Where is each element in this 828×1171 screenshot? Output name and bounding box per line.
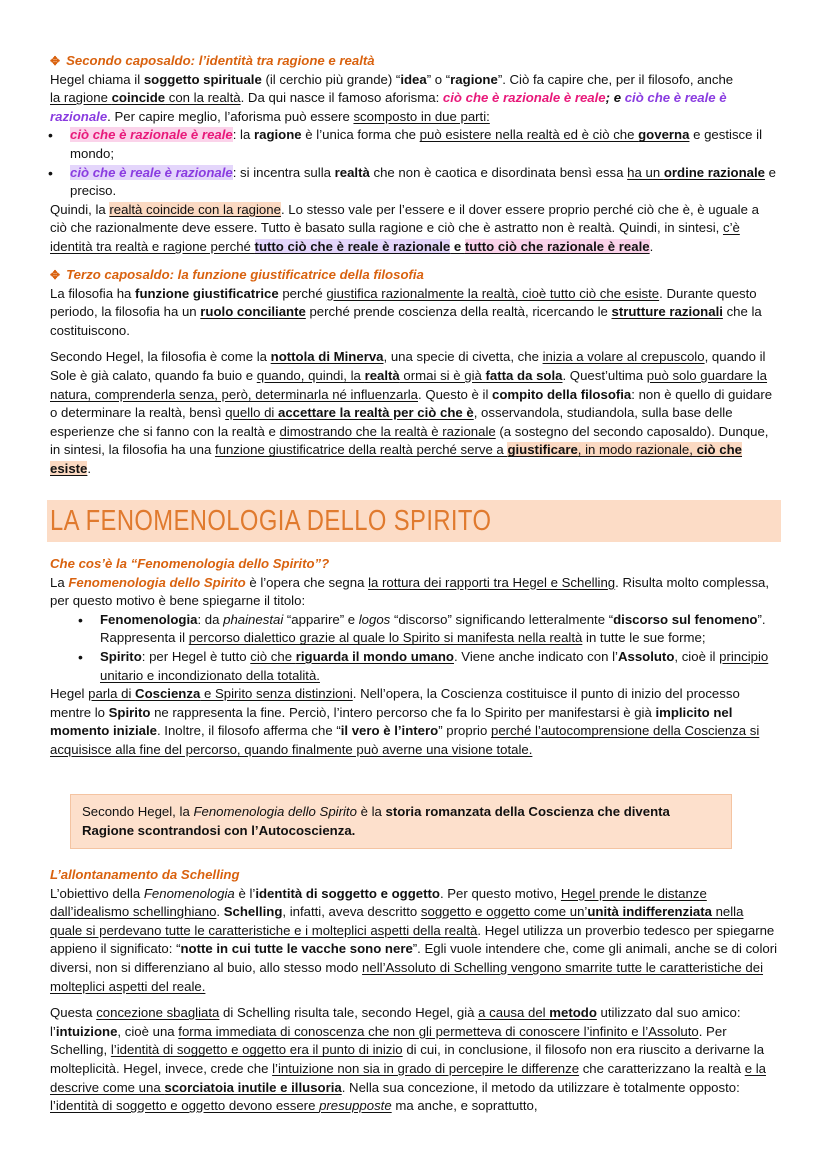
section-secondo-caposaldo [50,52,778,257]
section-heading: L’allontanamento da Schelling [50,867,240,882]
section-che-cose [50,555,778,760]
section-heading: ✥ Secondo caposaldo: l’identità tra ragione e realtà [50,53,375,68]
summary-callout-text: Secondo Hegel, la Fenomenologia dello Spirito è la storia romanzata della Coscienza che diventa Ragione scontrandosi con l’Autocoscienza. [82,804,670,838]
section-allontanamento [50,866,778,1116]
aphorism-list [50,126,778,200]
paragraph: Quindi, la realtà coincide con la ragione. Lo stesso vale per l’essere e il dover essere proprio perché ciò che è, è uguale a ciò che razionalmente deve essere. Tutto è basato sulla ragione e ciò che è astratto non è realtà. Quindi, in sintesi, c’è identità tra realtà e ragione perché tutto ciò che è reale è razionale e tutto ciò che razionale è reale. [50,201,759,254]
list-item: • Fenomenologia: da phainestai “apparire” e logos “discorso” significando letteralmente “discorso sul fenomeno”. Rappresenta il percorso dialettico grazie al quale lo Spirito si manifesta nella realtà in tutte le sue forme; [50,611,778,648]
paragraph: Hegel parla di Coscienza e Spirito senza distinzioni. Nell’opera, la Coscienza costituisce il punto di inizio del processo mentre lo Spirito ne rappresenta la fine. Perciò, l’intero percorso che fa lo Spirito per manifestarsi è già implicito nel momento iniziale. Inoltre, il filosofo afferma che “il vero è l’intero” proprio perché l’autocomprensione della Coscienza si acquisisce alla fine del percorso, quando finalmente può averne una visione totale. [50,686,760,757]
paragraph: Secondo Hegel, la filosofia è come la nottola di Minerva, una specie di civetta, che inizia a volare al crepuscolo, quando il Sole è già calato, quando fa buio e quando, quindi, la realtà ormai si è già fatta da sola. Quest’ultima può solo guardare la natura, comprenderla senza, però, determinarla né influenzarla. Questo è il compito della filosofia: non è quello di guidare o determinare la realtà, bensì quello di accettare la realtà per ciò che è, osservandola, studiandola, sulla base delle esperienze che si fanno con la realtà e dimostrando che la realtà è razionale (a sostegno del secondo caposaldo). Dunque, in sintesi, la filosofia ha una funzione giustificatrice della realtà perché serve a giustificare, in modo razionale, ciò che esiste. [50,349,773,476]
paragraph: Hegel chiama il soggetto spirituale (il cerchio più grande) “idea” o “ragione”. Ciò fa capire che, per il filosofo, anche la ragione coincide con la realtà. Da qui nasce il famoso aforisma: ciò che è razionale è reale; e ciò che è reale è razionale. Per capire meglio, l’aforisma può essere scomposto in due parti: [50,71,734,124]
title-explanation-list [50,611,778,685]
section-heading: Che cos’è la “Fenomenologia dello Spirito”? [50,556,330,571]
paragraph: La Fenomenologia dello Spirito è l’opera che segna la rottura dei rapporti tra Hegel e Schelling. Risulta molto complessa, per questo motivo è bene spiegarne il titolo: [50,574,770,609]
list-item: • ciò che è reale è razionale: si incentra sulla realtà che non è caotica e disordinata bensì essa ha un ordine razionale e preciso. [50,164,778,201]
paragraph: La filosofia ha funzione giustificatrice perché giustifica razionalmente la realtà, cioè tutto ciò che esiste. Durante questo periodo, la filosofia ha un ruolo conciliante perché prende coscienza della realtà, ricercando le strutture razionali che la costituiscono. [50,285,762,338]
four-point-star-icon: ✥ [50,268,61,282]
section-terzo-caposaldo [50,266,778,479]
list-item: • ciò che è razionale è reale: la ragione è l’unica forma che può esistere nella realtà ed è ciò che governa e gestisce il mondo; [50,126,778,163]
list-item: • Spirito: per Hegel è tutto ciò che riguarda il mondo umano. Viene anche indicato con l’Assoluto, cioè il principio unitario e incondizionato della totalità. [50,648,778,685]
four-point-star-icon: ✥ [50,54,61,68]
section-heading: ✥ Terzo caposaldo: la funzione giustificatrice della filosofia [50,267,424,282]
chapter-title: LA FENOMENOLOGIA DELLO SPIRITO [50,505,492,537]
paragraph: Questa concezione sbagliata di Schelling risulta tale, secondo Hegel, già a causa del metodo utilizzato dal suo amico: l’intuizione, cioè una forma immediata di conoscenza che non gli permetteva di conoscere l’infinito e l’Assoluto. Per Schelling, l’identità di soggetto e oggetto era il punto di inizio di cui, in conclusione, il filosofo non era riuscito a derivarne la molteplicità. Hegel, invece, crede che l’intuizione non sia in grado di percepire le differenze che caratterizzano la realtà e la descrive come una scorciatoia inutile e illusoria. Nella sua concezione, il metodo da utilizzare è totalmente opposto: l’identità di soggetto e oggetto devono essere presupposte ma anche, e soprattutto, [50,1005,766,1114]
paragraph: L’obiettivo della Fenomenologia è l’identità di soggetto e oggetto. Per questo motivo, Hegel prende le distanze dall’idealismo schellinghiano. Schelling, infatti, aveva descritto soggetto e oggetto come un’unità indifferenziata nella quale si perdevano tutte le caratteristiche e i molteplici aspetti della realtà. Hegel utilizza un proverbio tedesco per spiegarne appieno il significato: “notte in cui tutte le vacche sono nere”. Egli vuole intendere che, come gli animali, anche se di colori diversi, non si differenziano al buio, allo stesso modo nell’Assoluto di Schelling vengono smarrite tutte le caratteristiche dei molteplici aspetti del reale. [50,885,778,994]
